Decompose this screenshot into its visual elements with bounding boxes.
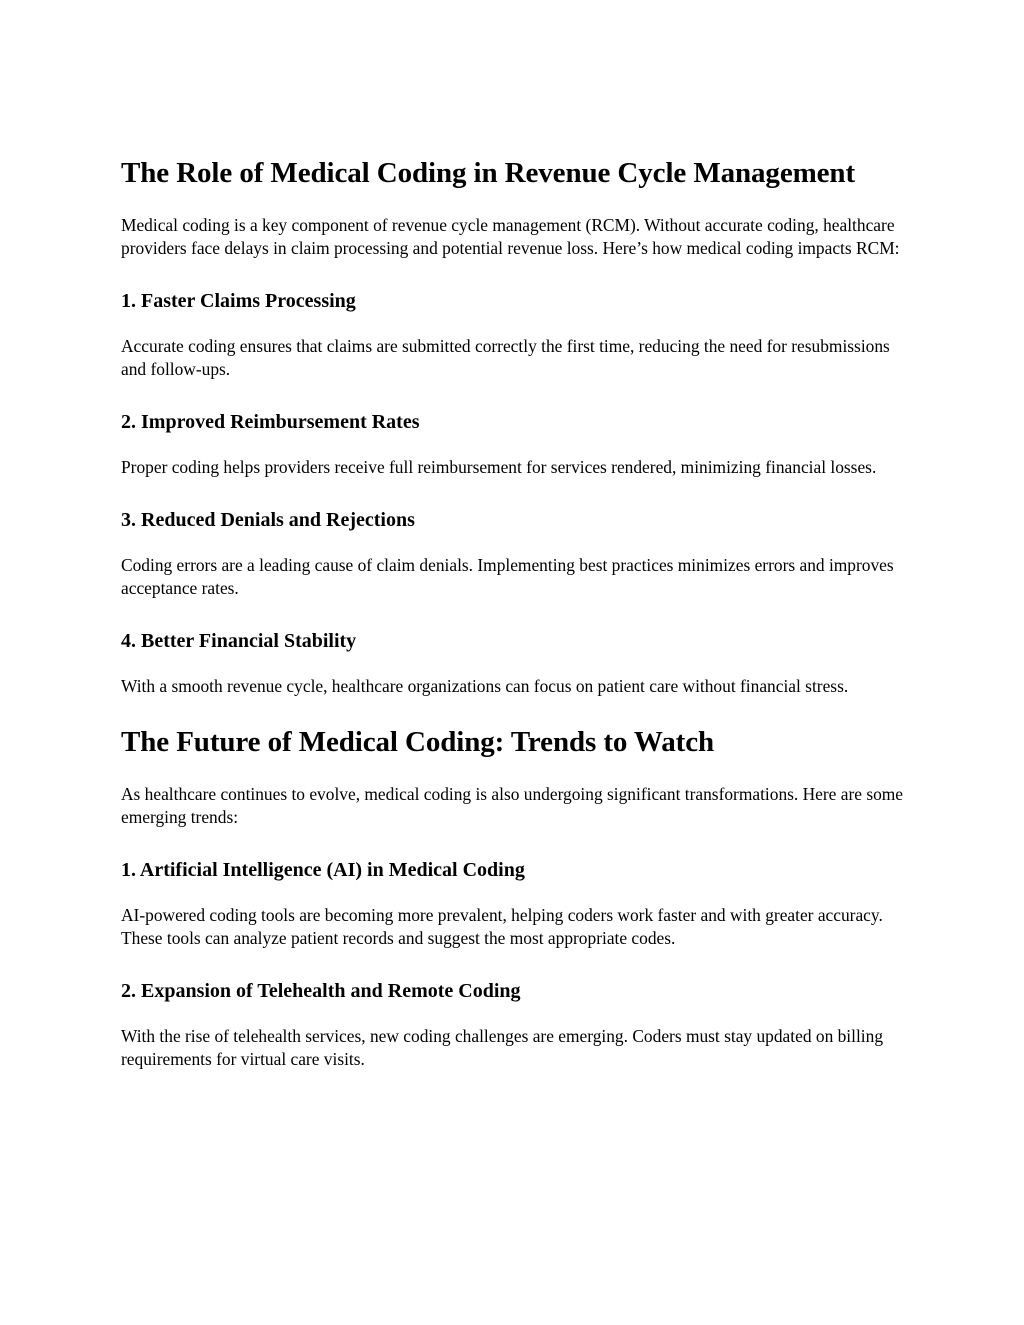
subsection-heading: 3. Reduced Denials and Rejections: [121, 509, 415, 531]
subsection-heading: 2. Expansion of Telehealth and Remote Coding: [121, 980, 521, 1002]
subsection-heading: 1. Faster Claims Processing: [121, 290, 356, 312]
section-intro: Medical coding is a key component of revenue cycle management (RCM). Without accurate coding, healthcare providers face delays in claim processing and potential revenue loss. Here’s how medical coding impacts RCM:: [121, 215, 900, 258]
subsection-text: With the rise of telehealth services, new coding challenges are emerging. Coders must stay updated on billing requirements for virtual care visits.: [121, 1026, 884, 1069]
subsection-heading: 4. Better Financial Stability: [121, 630, 357, 652]
subsection-text: With a smooth revenue cycle, healthcare organizations can focus on patient care without financial stress.: [121, 676, 849, 696]
subsection-heading: 2. Improved Reimbursement Rates: [121, 411, 420, 433]
section-title: The Future of Medical Coding: Trends to Watch: [121, 726, 714, 758]
section-intro: As healthcare continues to evolve, medical coding is also undergoing significant transformations. Here are some emerging trends:: [121, 784, 904, 827]
subsection-text: Coding errors are a leading cause of claim denials. Implementing best practices minimizes errors and improves acceptance rates.: [121, 555, 894, 598]
document-page: [121, 155, 911, 1071]
subsection-text: AI-powered coding tools are becoming more prevalent, helping coders work faster and with greater accuracy. These tools can analyze patient records and suggest the most appropriate codes.: [121, 905, 883, 948]
subsection-heading: 1. Artificial Intelligence (AI) in Medical Coding: [121, 859, 525, 881]
subsection-text: Accurate coding ensures that claims are submitted correctly the first time, reducing the need for resubmissions and follow-ups.: [121, 336, 890, 379]
section-title: The Role of Medical Coding in Revenue Cycle Management: [121, 157, 856, 189]
subsection-text: Proper coding helps providers receive full reimbursement for services rendered, minimizing financial losses.: [121, 457, 877, 477]
